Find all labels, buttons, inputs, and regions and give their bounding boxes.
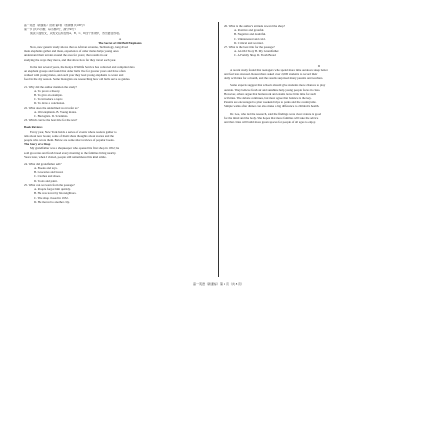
- option-item: C. Clothes and shoes.: [34, 174, 61, 179]
- option-item: C. The shop closed in 1952.: [34, 195, 69, 200]
- question-item: 27. What is the best title for the passage?: [224, 45, 275, 50]
- option-item: D. Tools and paint.: [34, 178, 58, 183]
- question-item: 26. What is the author's attitude toward the shop?: [224, 24, 286, 28]
- question-list-a: [24, 85, 216, 123]
- option-item: A. Books and toys.: [34, 166, 58, 171]
- option-item: B. Groceries and bread.: [34, 170, 64, 175]
- option-item: D. To draw a conclusion.: [34, 101, 66, 106]
- question-item: 24. What did grandfather sell?: [24, 161, 62, 166]
- section-heading-c: The Story of a Shop: [24, 142, 51, 147]
- header-line-2: 第一节 (共15小题；每小题2分，满分30分）: [24, 28, 78, 32]
- passage-title: The Secret of Old Bull Elephants: [98, 40, 142, 45]
- section-marker-d: D: [317, 63, 321, 68]
- page-footer: 高一英语（新课标）第 1 页（共 8 页）: [192, 282, 244, 286]
- column-divider: [218, 22, 219, 277]
- option-item: D. Critical and worried.: [234, 40, 264, 45]
- passage-paragraph-2: In the last several years, the Kenya Wildlife Service has collected and compiled data on elephant groups and found that older bulls live for greater years and have often walked with young males, and each year they lead young elephants to water and food in the dry season. Some biologists are researching how old bulls serve as guides.: [24, 64, 135, 82]
- option-item: A. Old elephants. B. Young males.: [34, 109, 77, 114]
- passage-paragraph-5: A recent study found that teenagers who spend more time outdoors sleep better and feel less stressed. Researchers asked over 2,000 students to record their daily activities for a month, and the results surprised many parents and teachers.: [224, 67, 328, 81]
- section-heading-b: Book Reviews: [24, 125, 43, 130]
- question-item: 21. Why did the author mention the study?: [24, 84, 77, 89]
- passage-paragraph-1: Now, new genetic study shows that as African savanna, Technology, long-lived male elephants gather and mate, experience of older males helps young ones understand their terrain around the area for years; that results in our studying the ways they move, and that show how far they travel each year.: [24, 45, 128, 62]
- option-item: A. People forgot him quickly.: [34, 187, 71, 192]
- passage-paragraph-7: Dr. Lee, who led the research, said the findings were clear: nature is good for the mind and the body. She hopes that more families will take the advice and that cities will build more green spaces for people of all ages to enjoy.: [224, 111, 322, 124]
- section-marker-a: A: [118, 36, 122, 41]
- option-item: B. To give an example.: [34, 92, 63, 97]
- header-line-3: 阅读下面短文，从短文后所给的A、B、C、D四个选项中，选出最佳选项。: [30, 32, 122, 36]
- passage-paragraph-3: Every year, New York holds a series of events where readers gather to talk about new books; some of them share thoughts about stories and the people who wrote them. Below are some short reviews of popular books.: [24, 129, 117, 142]
- option-item: A. Positive and grateful.: [234, 28, 265, 33]
- header-line-1: 高一英语（新课标）试卷 第Ⅰ卷（选择题 共100分）: [24, 24, 87, 27]
- passage-paragraph-6: Some experts suggest that schools should give students more chances to play outside. They believe fresh air and sunshine help young people focus in class. However, others argue that homework and exams leave little time for such activities. The debate continues, but most agree that balance is the key. Parents are encouraged to plan weekend trips to parks and the countryside. Simple walks after dinner can also make a big difference to children's health.: [224, 83, 326, 109]
- question-item: 25. What can we learn from the passage?: [24, 182, 75, 187]
- question-list-b: [24, 162, 216, 204]
- right-column: [224, 24, 414, 124]
- question-list-c: [224, 24, 414, 58]
- question-item: 23. Which can be the best title for the text?: [24, 118, 78, 123]
- option-item: C. Biologists. D. Scientists.: [34, 113, 69, 118]
- option-item: D. He moved to another city.: [34, 199, 70, 204]
- option-item: A. To prove a theory.: [34, 88, 61, 93]
- question-item: 22. What does the underlined word refer to?: [24, 105, 79, 110]
- option-item: A. An Old Story B. My Grandfather: [234, 49, 279, 54]
- option-item: C. Uninterested and cold.: [234, 36, 266, 41]
- option-item: C. To introduce a topic.: [34, 97, 64, 102]
- option-item: B. He was loved by his neighbors.: [34, 191, 77, 196]
- option-item: B. Negative and doubtful.: [234, 32, 267, 37]
- left-column: [24, 24, 216, 204]
- passage-paragraph-4: My grandfather was a shopkeeper who opened his first shop in 1952; he sold groceries and fresh bread every morning to the families living nearby. Years later, when I visited, people still remembered his kind smile.: [24, 146, 120, 159]
- option-item: C. A Family Shop D. Fresh Bread: [234, 53, 276, 58]
